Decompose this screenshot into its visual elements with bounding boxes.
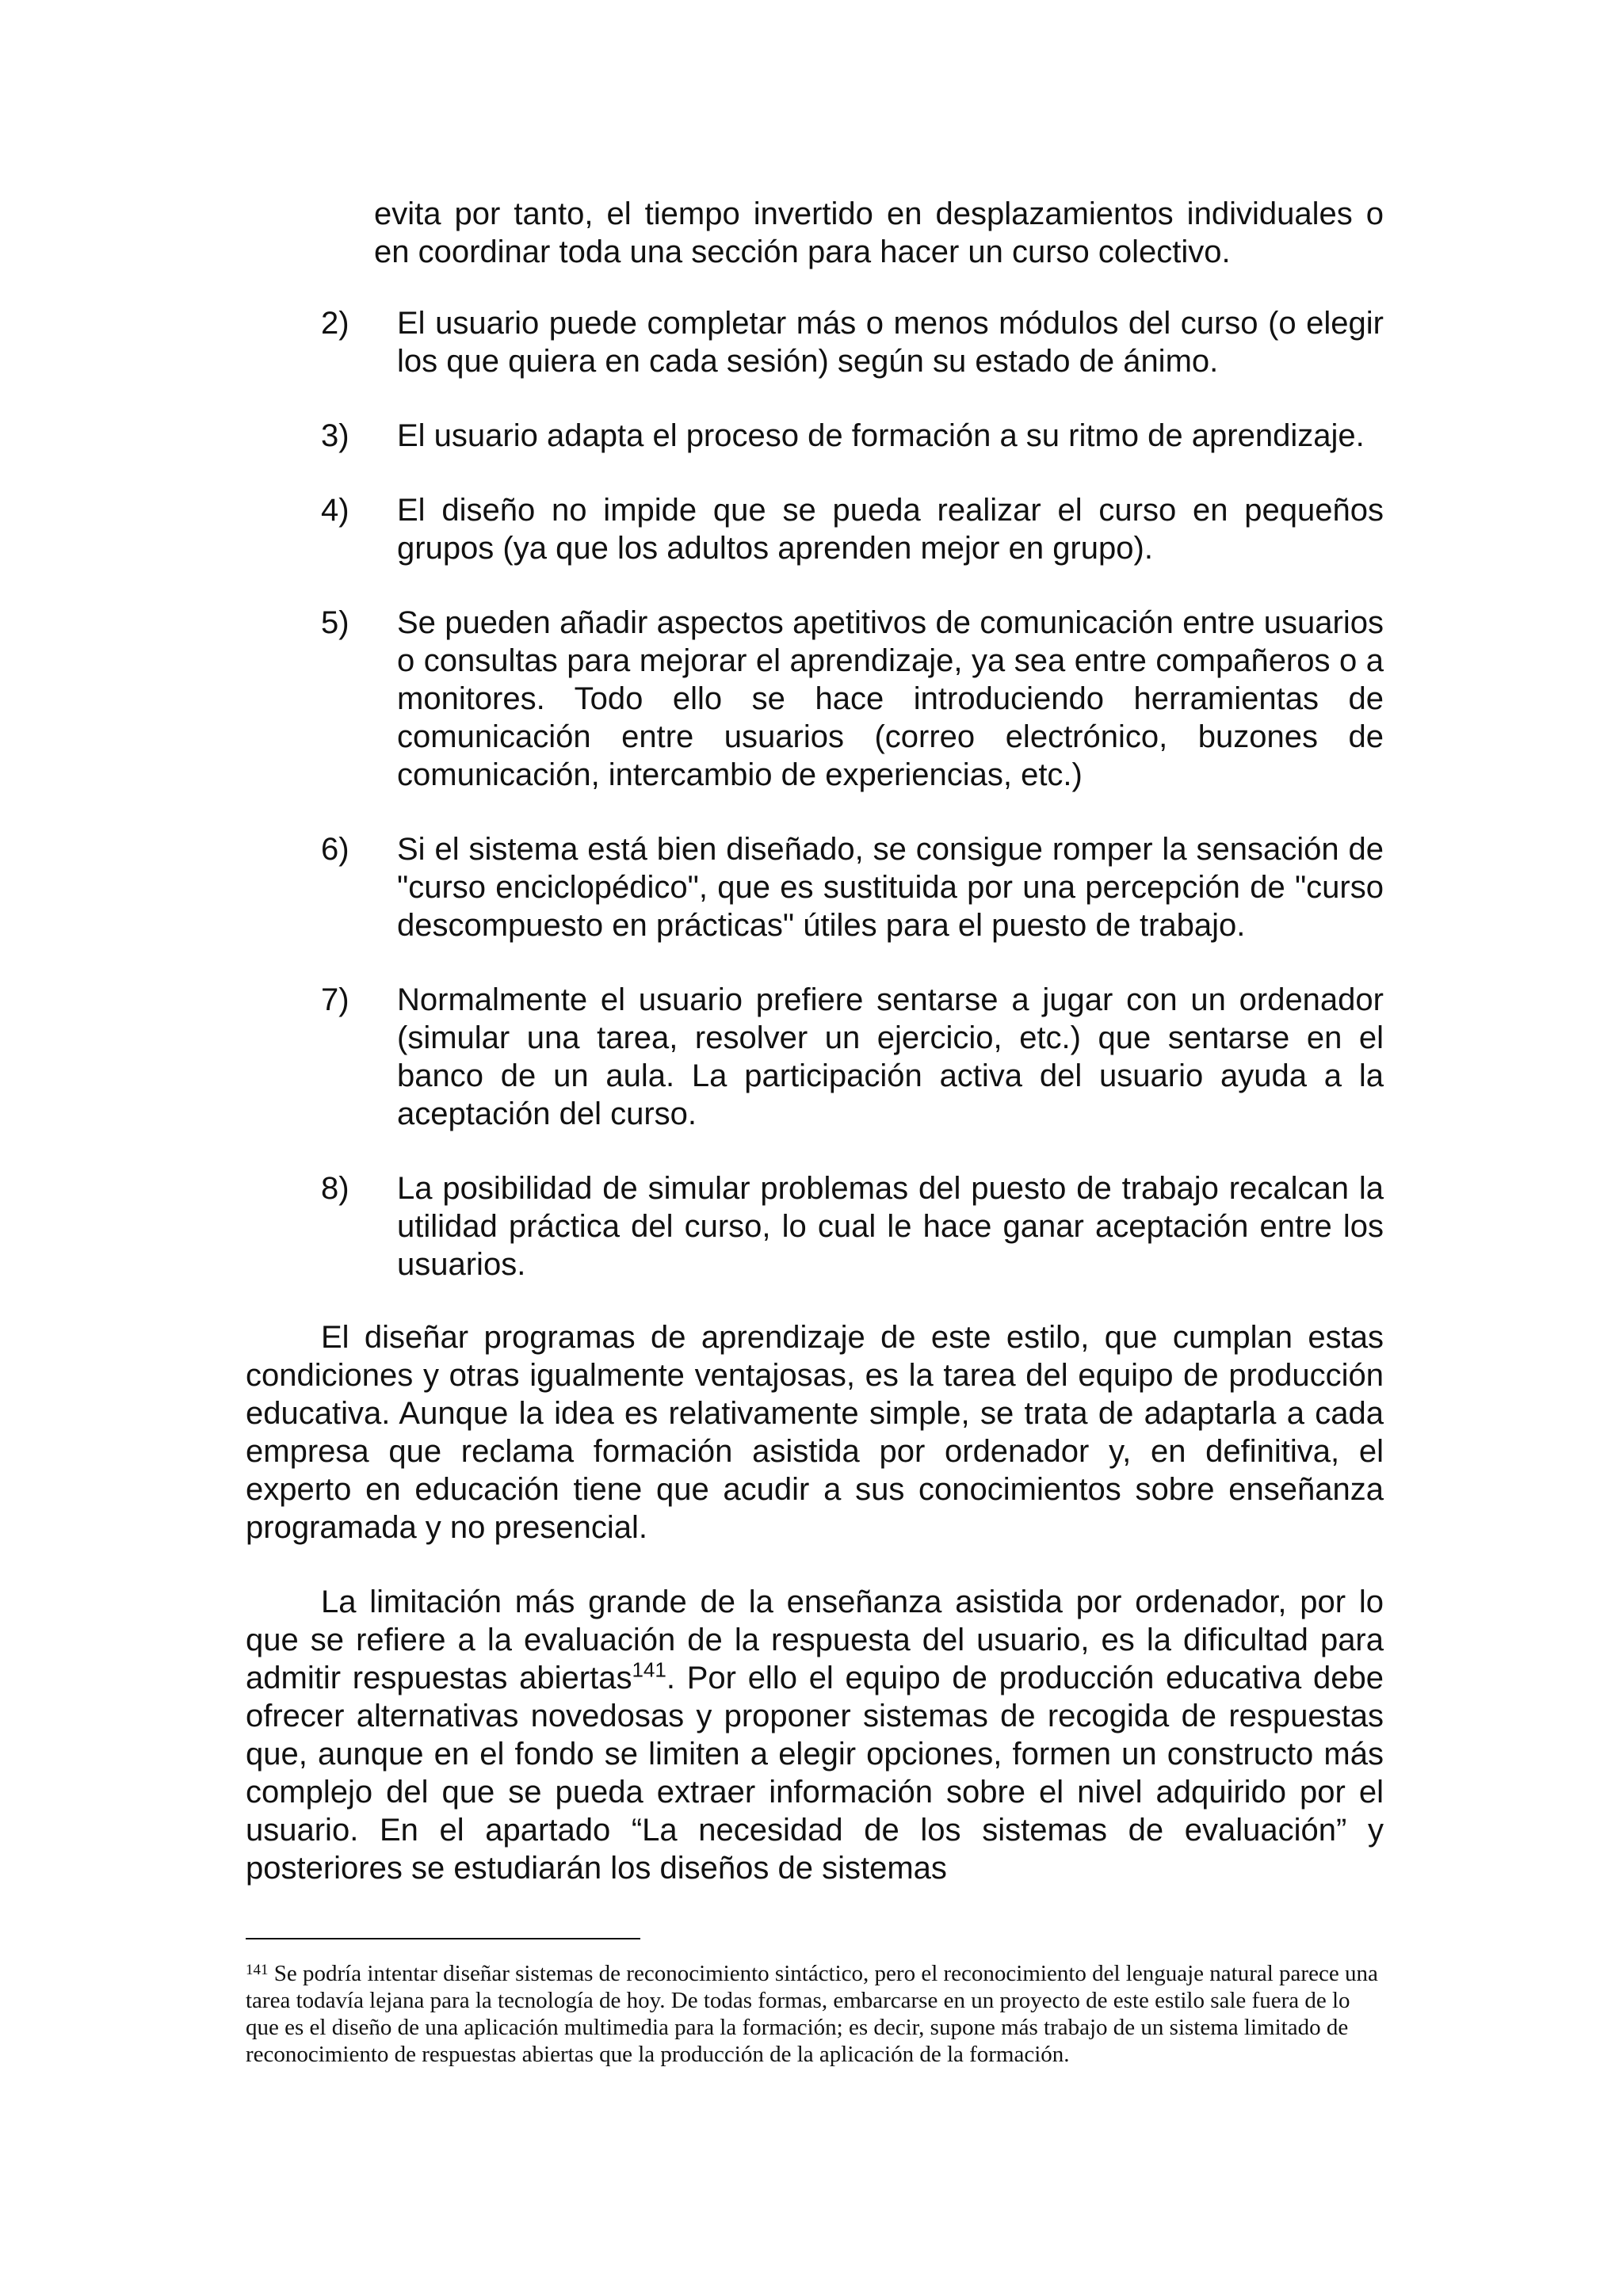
list-item [246, 830, 1384, 944]
list-item-number: 6) [321, 832, 349, 867]
list-item-number: 2) [321, 306, 349, 341]
list-item [246, 1169, 1384, 1283]
list-item-text: El diseño no impide que se pueda realizar el curso en pequeños grupos (ya que los adultos aprenden mejor en grupo). [397, 493, 1384, 566]
document-body [246, 195, 1384, 1924]
list-item-number: 7) [321, 982, 349, 1017]
footnote-reference[interactable]: 141 [632, 1657, 666, 1682]
footnote-text: Se podría intentar diseñar sistemas de reconocimiento sintáctico, pero el reconocimiento del lenguaje natural parece una tarea todavía lejana para la tecnología de hoy. De todas formas, embarcarse en un proyecto de este estilo sale fuera de lo que es el diseño de una aplicación multimedia para la formación; es decir, supone más trabajo de un sistema limitado de reconocimiento de respuestas abiertas que la producción de la aplicación de la formación. [246, 1961, 1378, 2067]
body-paragraph: El diseñar programas de aprendizaje de este estilo, que cumplan estas condiciones y otras igualmente ventajosas, es la tarea del equipo de producción educativa. Aunque la idea es relativamente simple, se trata de adaptarla a cada empresa que reclama formación asistida por ordenador y, en definitiva, el experto en educación tiene que acudir a sus conocimientos sobre enseñanza programada y no presencial. [246, 1320, 1384, 1545]
list-item-text: El usuario adapta el proceso de formación a su ritmo de aprendizaje. [397, 418, 1365, 453]
list-item-number: 4) [321, 493, 349, 528]
paragraph-text: . Por ello el equipo de producción educativa debe ofrecer alternativas novedosas y proponer sistemas de recogida de respuestas que, aunque en el fondo se limiten a elegir opciones, formen un constructo más complejo del que se pueda extraer información sobre el nivel adquirido por el usuario. En el apartado “La necesidad de los sistemas de evaluación” y posteriores se estudiarán los diseños de sistemas [246, 1661, 1384, 1886]
footnote [246, 1960, 1384, 2068]
footnote-separator [246, 1938, 640, 1939]
list-item-continuation: evita por tanto, el tiempo invertido en desplazamientos individuales o en coordinar toda una sección para hacer un curso colectivo. [374, 196, 1384, 269]
list-item-text: Normalmente el usuario prefiere sentarse a jugar con un ordenador (simular una tarea, resolver un ejercicio, etc.) que sentarse en el banco de un aula. La participación activa del usuario ayuda a la aceptación del curso. [397, 982, 1384, 1131]
list-item-number: 5) [321, 605, 349, 640]
paragraph-text: La limitación más grande de la enseñanza asistida por ordenador, por lo que se refiere a la evaluación de la respuesta del usuario, es la dificultad para admitir respuestas abiertas [246, 1585, 1384, 1695]
numbered-list [246, 304, 1384, 1283]
body-paragraph [246, 1583, 1384, 1887]
list-item [246, 604, 1384, 794]
list-item-number: 3) [321, 418, 349, 453]
footnote-number: 141 [246, 1962, 269, 1978]
list-item-text: Si el sistema está bien diseñado, se consigue romper la sensación de "curso enciclopédico", que es sustituida por una percepción de "curso descompuesto en prácticas" útiles para el puesto de trabajo. [397, 832, 1384, 943]
list-item [246, 491, 1384, 567]
list-item [246, 304, 1384, 380]
list-item-number: 8) [321, 1171, 349, 1206]
list-item-text: Se pueden añadir aspectos apetitivos de comunicación entre usuarios o consultas para mejorar el aprendizaje, ya sea entre compañeros o a monitores. Todo ello se hace introduciendo herramientas de comunicación entre usuarios (correo electrónico, buzones de comunicación, intercambio de experiencias, etc.) [397, 605, 1384, 792]
list-item-text: El usuario puede completar más o menos módulos del curso (o elegir los que quiera en cada sesión) según su estado de ánimo. [397, 306, 1384, 379]
list-item [246, 981, 1384, 1133]
list-item [246, 417, 1384, 455]
list-item-text: La posibilidad de simular problemas del puesto de trabajo recalcan la utilidad práctica del curso, lo cual le hace ganar aceptación entre los usuarios. [397, 1171, 1384, 1282]
